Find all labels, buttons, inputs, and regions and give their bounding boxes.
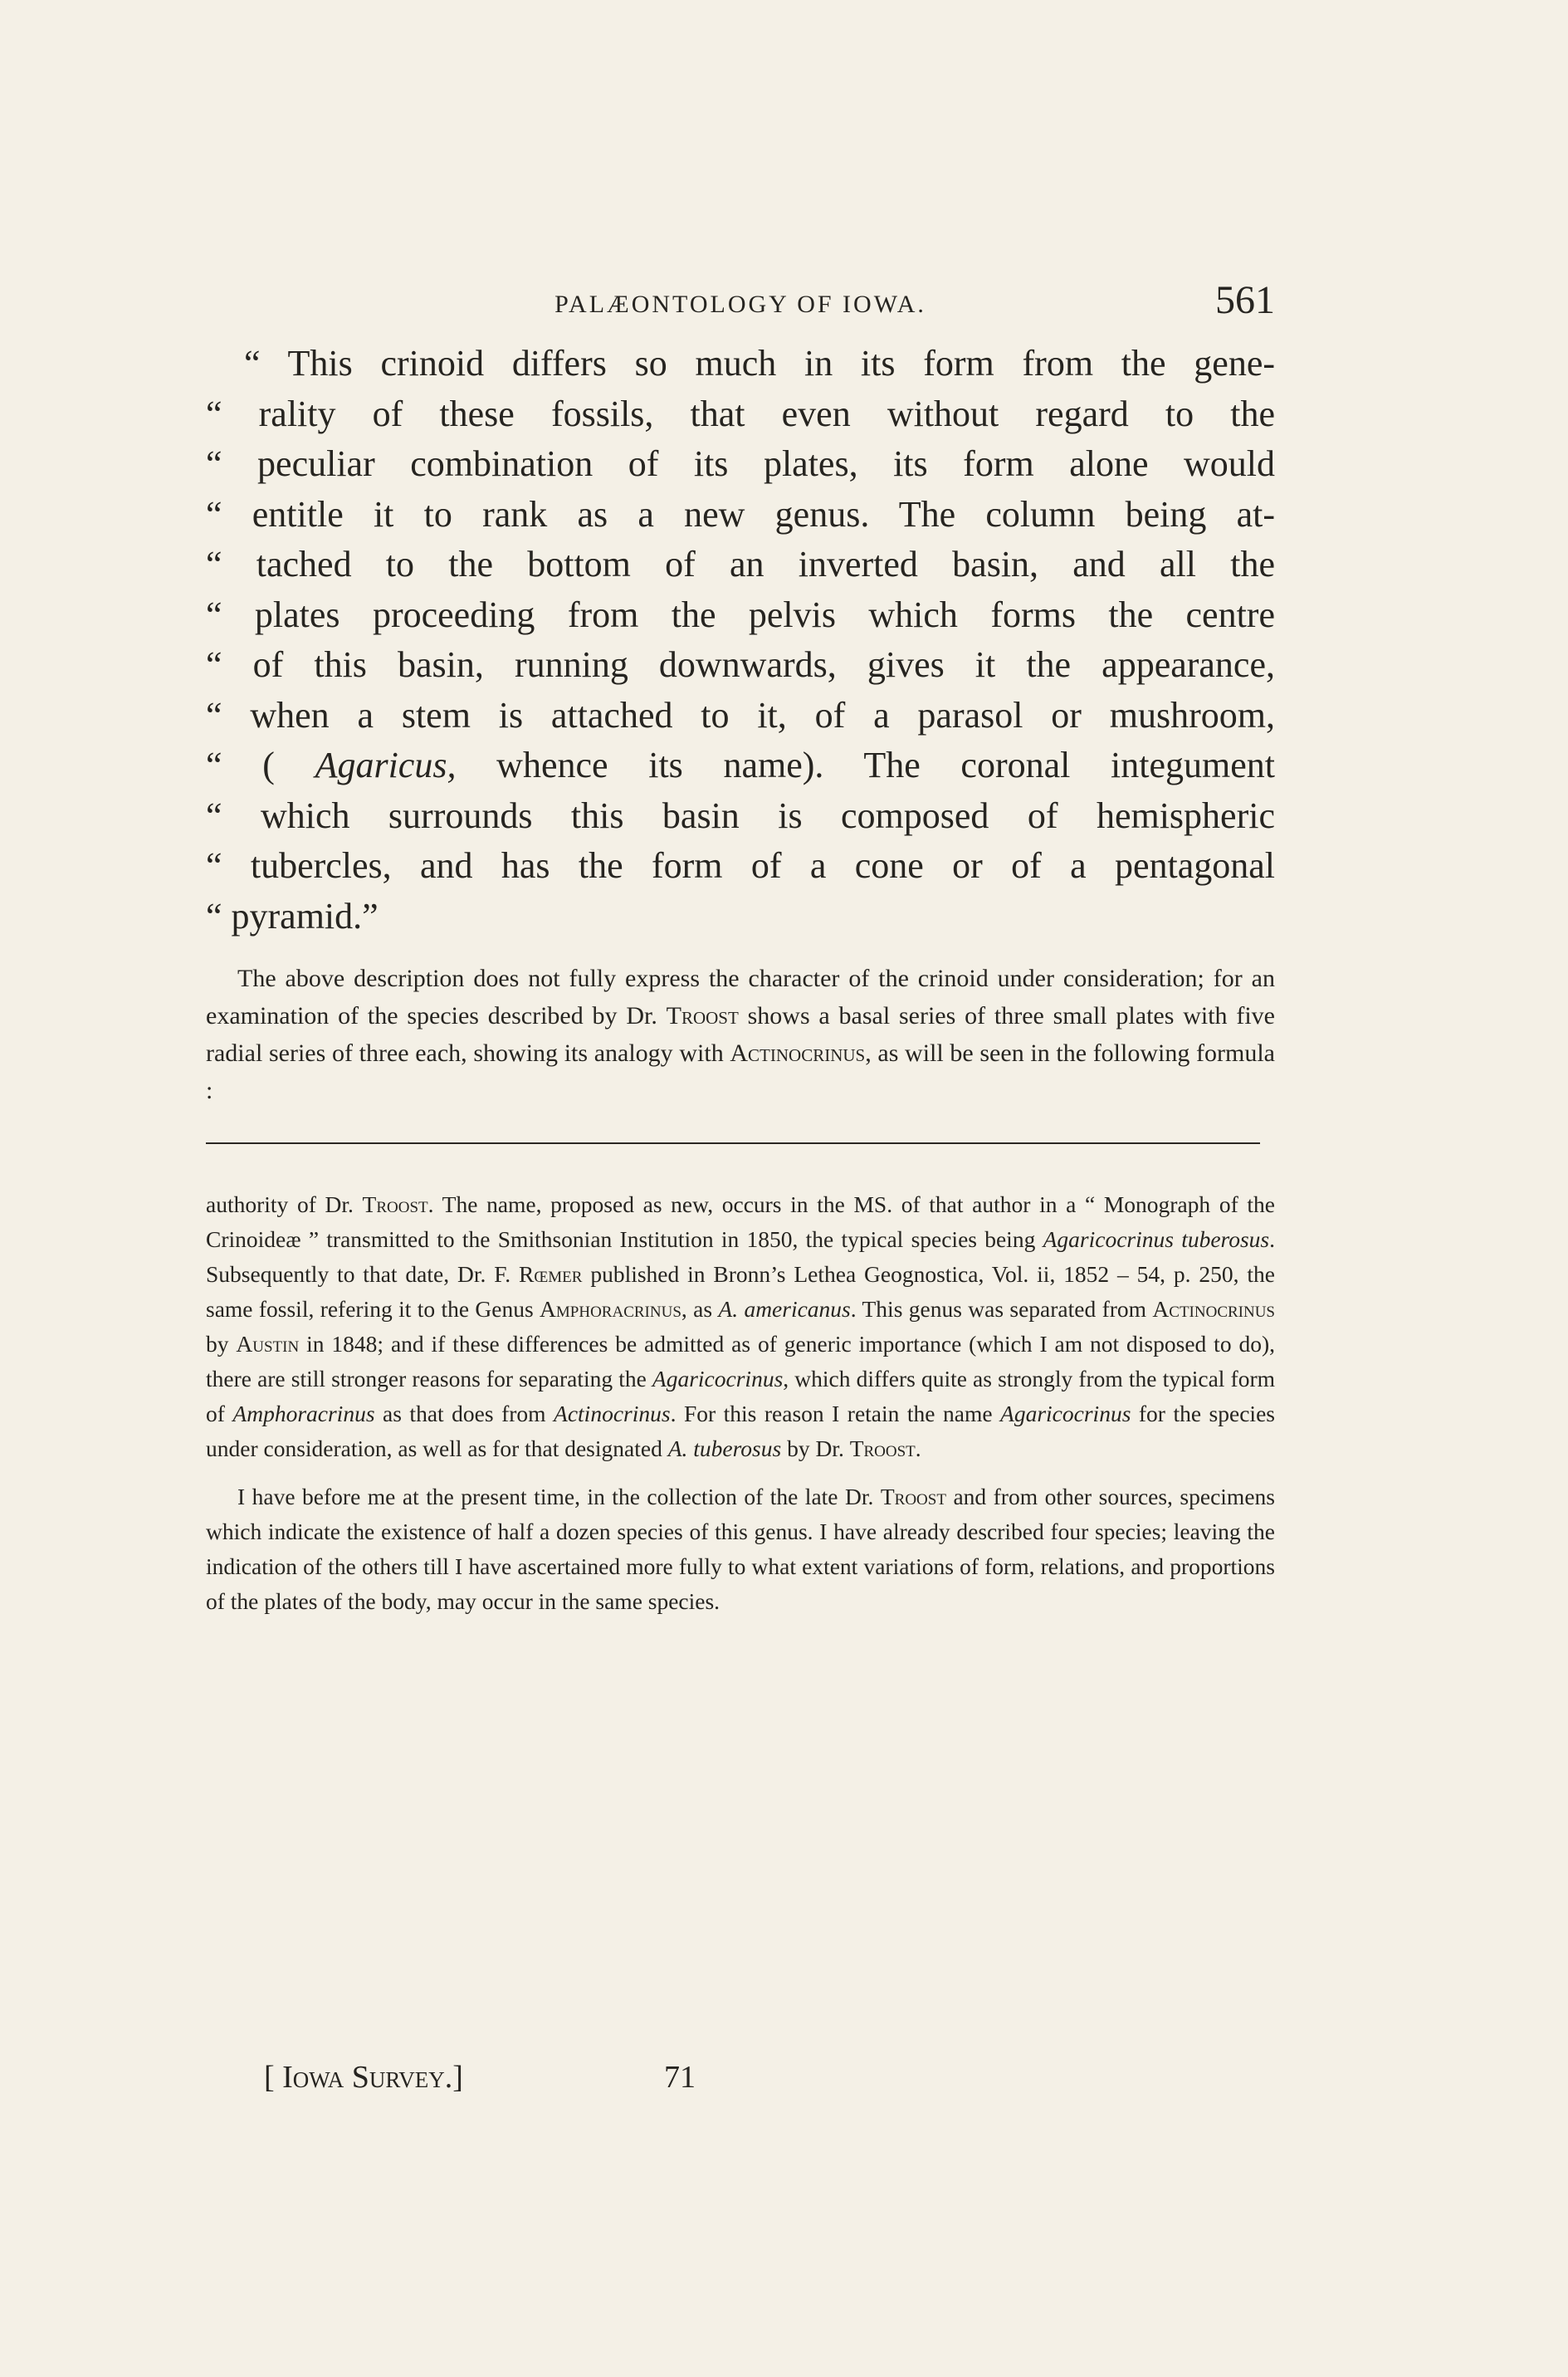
text-run: shows a basal series of three small plates with five radial series of three each, showing its analogy with (206, 1002, 1275, 1067)
signature-number: 71 (664, 2060, 696, 2095)
text-run: . Subsequently to that date, Dr. F. (206, 1226, 1276, 1287)
quote-line: “ rality of these fossils, that even without regard to the (206, 393, 1275, 434)
text-run: I have before me at the present time, in the collection of the late Dr. (237, 1484, 881, 1509)
quote-line: “ when a stem is attached to it, of a parasol or mushroom, (206, 694, 1275, 736)
quote-line-lead: “ ( (206, 745, 315, 785)
genus-name-italic: Agaricocrinus (652, 1366, 784, 1391)
text-run: and from other sources, specimens which indicate the existence of half a dozen species of this genus. I have already described four species; leaving the indication of the others till I have ascertained more fully to what extent variations of form, relations, and proportions of the plates of the body, may occur in the same species. (206, 1484, 1275, 1614)
genus-name: Amphoracrinus (540, 1296, 681, 1322)
text-run: , as will be seen in the following formula : (206, 1039, 1275, 1104)
footnote-paragraph (206, 1187, 1275, 1466)
quoted-description (206, 339, 1275, 942)
species-name: A. americanus (718, 1296, 851, 1322)
text-run: , which differs quite as strongly from the typical form of (206, 1366, 1275, 1426)
genus-name-italic: Actinocrinus (554, 1401, 671, 1426)
text-run: . For this reason I retain the name (670, 1401, 1001, 1426)
quote-line: “ pyramid.” (206, 895, 379, 937)
author-name: Troost (880, 1484, 946, 1509)
text-run: in 1848; and if these differences be admitted as of generic importance (which I am not disposed to do), there are still stronger reasons for separating the (206, 1331, 1276, 1391)
text-run: . (915, 1435, 921, 1461)
quote-line-rest: whence its name). The coronal integument (456, 745, 1276, 785)
quote-line: “ of this basin, running downwards, gives it the appearance, (206, 644, 1275, 685)
quote-line: “ plates proceeding from the pelvis which forms the centre (206, 594, 1275, 635)
text-run: , as (681, 1296, 719, 1322)
author-name: Rœmer (519, 1261, 583, 1287)
running-head (206, 274, 1275, 332)
genus-name: Actinocrinus (730, 1039, 866, 1067)
author-name: Austin (236, 1331, 300, 1357)
genus-name-italic: Agaricocrinus (1000, 1401, 1131, 1426)
species-name: Agaricocrinus tuberosus (1043, 1226, 1270, 1252)
quote-line-agaricus (206, 741, 1275, 791)
quote-line: “ tubercles, and has the form of a cone or of a pentagonal (206, 845, 1275, 886)
text-run: as that does from (374, 1401, 554, 1426)
text-run: published in Bronn’s Lethea Geognostica, Vol. ii, 1852 – 54, p. 250, the same fossil, refering it to the Genus (206, 1261, 1275, 1322)
page-number: 561 (1215, 278, 1275, 322)
author-name: Troost (362, 1191, 428, 1217)
text-run: by Dr. (781, 1435, 850, 1461)
footnote-divider (206, 1142, 1260, 1144)
author-name: Troost (666, 1002, 739, 1030)
text-run: . The name, proposed as new, occurs in the MS. of that author in a “ Monograph of the Crinoideæ ” transmitted to the Smithsonian Institution in 1850, the typical species being (206, 1191, 1275, 1252)
text-run: authority of Dr. (206, 1191, 363, 1217)
quote-line: “ which surrounds this basin is composed of hemispheric (206, 795, 1275, 836)
quote-line: “ entitle it to rank as a new genus. The column being at- (206, 493, 1275, 535)
genus-name-italic: Amphoracrinus (232, 1401, 375, 1426)
text-run: . This genus was separated from (850, 1296, 1153, 1322)
quote-line: “ tached to the bottom of an inverted basin, and all the (206, 544, 1275, 584)
genus-name: Actinocrinus (1152, 1296, 1275, 1322)
running-title: PALÆONTOLOGY OF IOWA. (554, 291, 926, 318)
quote-line: “ peculiar combination of its plates, its form alone would (206, 443, 1275, 484)
species-name: A. tuberosus (667, 1435, 782, 1461)
quote-line: “ This crinoid differs so much in its form from the gene- (244, 343, 1275, 384)
page-body (206, 274, 1275, 1619)
main-paragraph (206, 960, 1275, 1109)
text-run: for the species under consideration, as well as for that designated (206, 1401, 1275, 1461)
signature-mark: [ Iowa Survey.] (264, 2060, 463, 2095)
text-run: by (206, 1331, 237, 1357)
footnote-paragraph (206, 1480, 1275, 1619)
quote-genus-italic: Agaricus, (315, 745, 457, 785)
author-name: Troost (849, 1435, 916, 1461)
text-run: The above description does not fully express the character of the crinoid under consideration; for an examination of the species described by Dr. (206, 965, 1275, 1030)
